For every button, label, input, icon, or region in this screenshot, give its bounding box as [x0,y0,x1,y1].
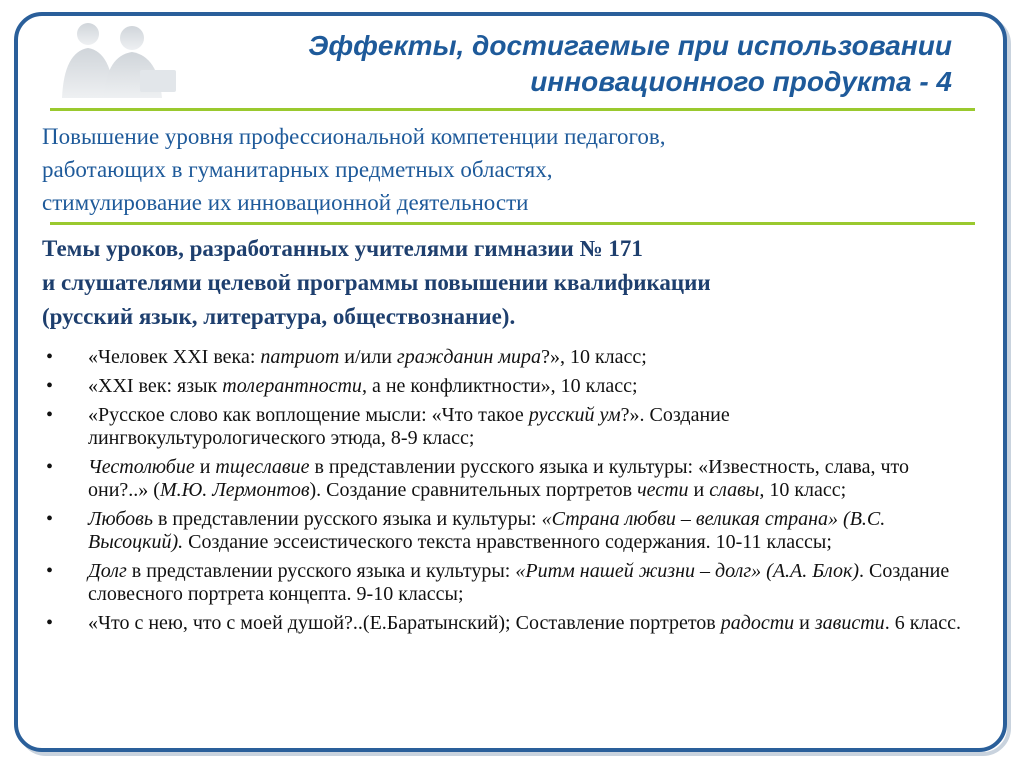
item-text: ?». Создание лингвокультурологического этюда, 8-9 класс; [88,404,730,449]
item-text: «Человек XXI века: [88,346,261,368]
item-text: Создание эссеистического текста нравственного содержания. 10-11 классы; [183,531,832,553]
lesson-list [42,346,962,641]
divider-top [50,108,975,111]
list-item [42,560,962,606]
item-italic: русский ум [528,404,621,426]
item-text: «Русское слово как воплощение мысли: «Что такое [88,404,529,426]
item-italic: патриот [260,346,340,368]
bullet-icon: • [46,612,54,634]
item-text: и [794,612,815,634]
item-italic: «Страна любви – великая страна» (В.С. Высоцкий). [88,508,886,553]
item-text: . 6 класс. [884,612,962,634]
business-people-icon [40,18,180,98]
item-italic: Любовь [88,508,153,530]
subtitle-line-2: работающих в гуманитарных предметных областях, [42,157,553,182]
item-text: в представлении русского языка и культуры: [126,560,516,582]
item-text: ?», 10 класс; [541,346,647,368]
item-italic: гражданин мира [396,346,542,368]
item-italic: Долг [88,560,127,582]
subtitle [42,120,666,219]
item-text: . Создание словесного портрета концепта. 9-10 классы; [88,560,950,605]
item-text: , а не конфликтности», 10 класс; [361,375,638,397]
item-italic: М.Ю. Лермонтов [159,479,310,501]
item-text: «Что с нею, что с моей душой?..(Е.Баратынский); Составление портретов [88,612,721,634]
bullet-icon: • [46,375,54,397]
title-line-2: инновационного продукта - 4 [530,66,952,97]
list-item [42,456,962,502]
list-item [42,404,962,450]
item-italic: «Ритм нашей жизни – долг» (А.А. Блок) [515,560,860,582]
bullet-icon: • [46,560,54,582]
item-text: «XXI век: язык [88,375,223,397]
list-item [42,375,962,398]
bullet-icon: • [46,346,54,368]
topics-line-1: Темы уроков, разработанных учителями гимназии № 171 [42,236,643,261]
topics-heading [42,232,711,334]
item-text: ). Создание сравнительных портретов [309,479,638,501]
item-text: и [194,456,216,478]
item-text: в представлении русского языка и культуры: «Известность, слава, что они?..» ( [88,456,910,501]
subtitle-line-3: стимулирование их инновационной деятельности [42,190,529,215]
item-italic: чести [637,479,689,501]
subtitle-line-1: Повышение уровня профессиональной компетенции педагогов, [42,124,666,149]
slide-title [308,28,952,100]
item-italic: радости [720,612,795,634]
item-text: и [688,479,710,501]
list-item [42,346,962,369]
item-italic: зависти [814,612,885,634]
title-line-1: Эффекты, достигаемые при использовании [308,30,952,61]
item-italic: Честолюбие [88,456,195,478]
list-item [42,612,962,635]
bullet-icon: • [46,404,54,426]
item-italic: толерантности [222,375,362,397]
topics-line-2: и слушателями целевой программы повышении квалификации [42,270,711,295]
divider-middle [50,222,975,225]
item-italic: славы, [709,479,765,501]
item-italic: тщеславие [215,456,310,478]
list-item [42,508,962,554]
bullet-icon: • [46,508,54,530]
topics-line-3: (русский язык, литература, обществознание). [42,304,516,329]
bullet-icon: • [46,456,54,478]
item-text: и/или [339,346,397,368]
item-text: в представлении русского языка и культуры: [152,508,542,530]
item-text: 10 класс; [764,479,847,501]
